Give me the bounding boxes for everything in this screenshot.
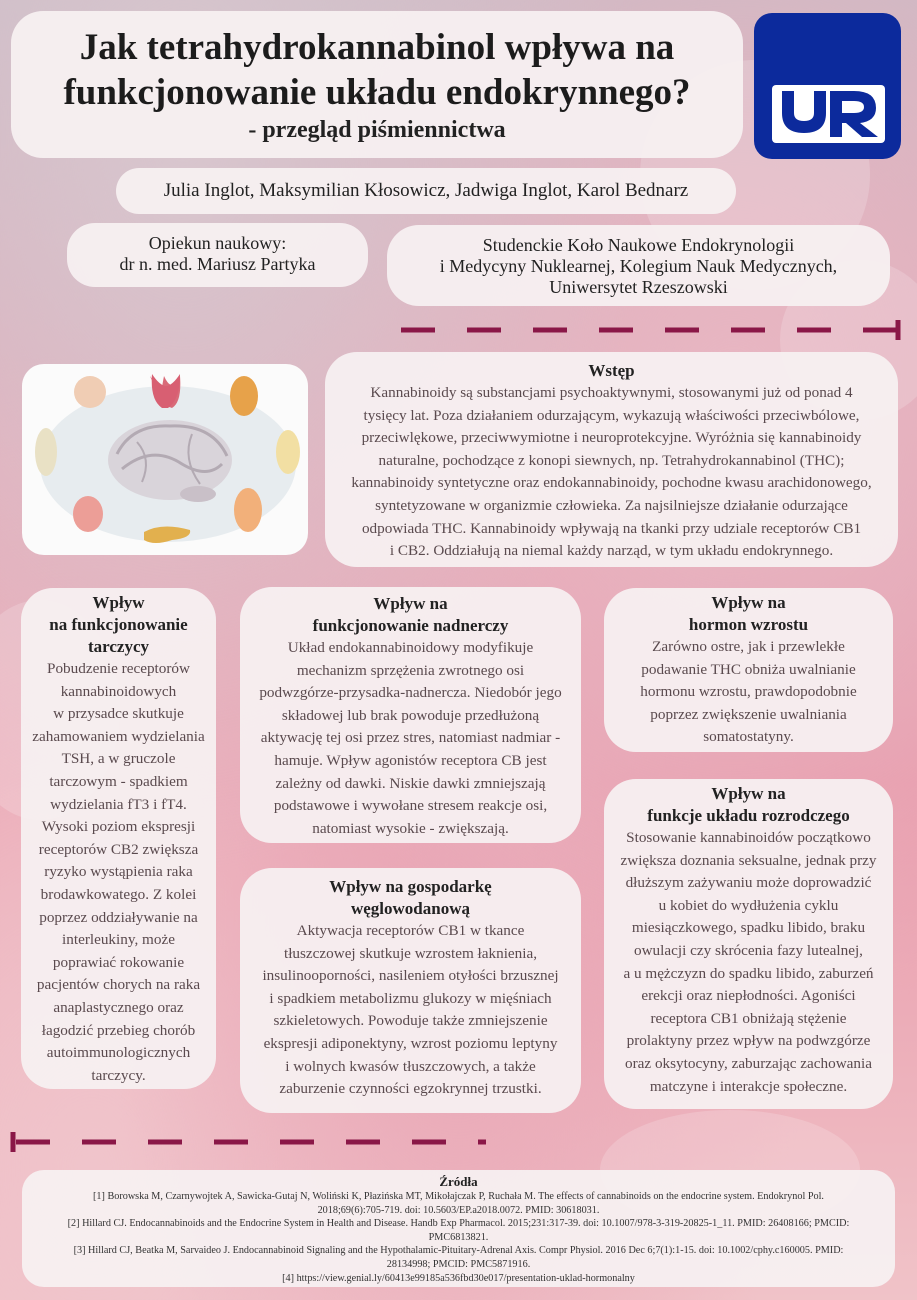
title-panel <box>11 11 743 158</box>
sources-heading: Źródła <box>439 1174 478 1189</box>
source-link[interactable]: [4] https://view.genial.ly/60413e99185a536fbd30e017/presentation-uklad-hormonalny <box>282 1272 635 1284</box>
supervisor-panel <box>67 223 368 287</box>
carbohydrate-section <box>240 868 581 1113</box>
adrenal-text: Układ endokannabinoidowy modyfikuje mechanizm sprzężenia zwrotnego osi podwzgórze-przysadka-nadnercza. Niedobór jego składowej lub brak powoduje przedłużoną aktywację tej osi przez stres, natomiast nadmiar - hamuje. Wpływ agonistów receptora CB jest zależny od dawki. Niskie dawki zmniejszają podstawowe i wywołane stresem reakcje osi, natomiast wysokie - zwiększają. <box>259 639 562 837</box>
university-logo <box>754 13 901 159</box>
divider-bottom <box>10 1132 490 1152</box>
carbohydrate-text: Aktywacja receptorów CB1 w tkance tłuszczowej skutkuje wzrostem łaknienia, insulinooporności, nasileniem otyłości brzusznej i spadkiem metabolizmu glukozy w mięśniach szkieletowych. Powoduje także zmniejszenie ekspresji adiponektyny, wzrost poziomu leptyny i wolnych kwasów tłuszczowych, a także zaburzenie czynności egzokrynnej trzustki. <box>262 922 559 1098</box>
source-item: [3] Hillard CJ, Beatka M, Sarvaideo J. Endocannabinoid Signaling and the Hypothalamic-Pituitary-Adrenal Axis. Compr Physiol. 2016 Dec 6;7(1):1-15. doi: 10.1002/cphy.c160005. PMID: 28134998; PMCID: PMC5871916. <box>73 1245 844 1270</box>
reproductive-section <box>604 779 893 1109</box>
thyroid-heading: Wpływ na funkcjonowanie tarczycy <box>49 593 188 656</box>
adrenal-icon <box>276 430 300 474</box>
thyroid-section <box>21 588 216 1089</box>
gallbladder-icon <box>230 376 258 416</box>
divider-top <box>395 320 907 340</box>
pineal-gland-icon <box>74 376 106 408</box>
reproductive-heading: Wpływ na funkcje układu rozrodczego <box>647 784 850 825</box>
carbohydrate-heading: Wpływ na gospodarkę węglowodanową <box>329 877 492 918</box>
intro-text: Kannabinoidy są substancjami psychoaktywnymi, stosowanymi już od ponad 4 tysięcy lat. Poza działaniem odurzającym, wykazują właściwości przeciwbólowe, przeciwlękowe, przeciwwymiotne i neuroprotekcyjne. Wyróżnia się kannabinoidy naturalne, pochodzące z konopi siewnych, np. Tetrahydrokannabinol (THC); kannabinoidy syntetyczne oraz endokannabinoidy, pochodne kwasu arachidonowego, syntetyzowane w organizmie człowieka. Za najsilniejsze działanie odurzające odpowiada THC. Kannabinoidy wpływają na tkanki przy udziale receptorów CB1 i CB2. Oddziałują na niemal każdy narząd, w tym układu endokrynnego. <box>351 384 872 560</box>
organs-illustration <box>22 364 308 555</box>
thyroid-text: Pobudzenie receptorów kannabinoidowych w przysadce skutkuje zahamowaniem wydzielania TSH, a w gruczole tarczowym - spadkiem wydzielania fT3 i fT4. Wysoki poziom ekspresji receptorów CB2 zwiększa ryzyko wystąpienia raka brodawkowatego. Z kolei poprzez oddziaływanie na interleukiny, może poprawiać rokowanie pacjentów chorych na raka anaplastycznego oraz łagodzić przebieg chorób autoimmunologicznych tarczycy. <box>32 660 205 1084</box>
poster-subtitle: - przegląd piśmiennictwa <box>248 117 506 143</box>
club-text: Studenckie Koło Naukowe Endokrynologii i Medycyny Nuklearnej, Kolegium Nauk Medycznych, Uniwersytet Rzeszowski <box>439 235 838 297</box>
intro-heading: Wstęp <box>588 361 635 380</box>
intro-section <box>325 352 898 567</box>
authors-panel <box>116 168 736 214</box>
supervisor-text: Opiekun naukowy: dr n. med. Mariusz Partyka <box>119 233 316 274</box>
authors-text: Julia Inglot, Maksymilian Kłosowicz, Jadwiga Inglot, Karol Bednarz <box>163 180 689 201</box>
growth-hormone-text: Zarówno ostre, jak i przewlekłe podawanie THC obniża uwalnianie hormonu wzrostu, prawdopodobnie poprzez zwiększenie uwalniania somatostatyny. <box>640 638 857 746</box>
kidney-icon <box>35 428 57 476</box>
reproductive-text: Stosowanie kannabinoidów początkowo zwiększa doznania seksualne, jednak przy dłuższym zażywaniu może doprowadzić u kobiet do wydłużenia cyklu miesiączkowego, spadku libido, braku owulacji czy skrócenia fazy lutealnej, a u mężczyzn do spadku libido, zaburzeń erekcji oraz niepłodności. Agoniści receptora CB1 obniżają stężenie prolaktyny przez wpływ na podwzgórze oraz oksytocyny, zaburzając zachowania matczyne i interakcje społeczne. <box>620 829 877 1095</box>
growth-hormone-heading: Wpływ na hormon wzrostu <box>688 593 809 634</box>
ur-logo-icon <box>754 13 901 159</box>
sources-section <box>22 1170 895 1287</box>
growth-hormone-section <box>604 588 893 752</box>
source-item: [1] Borowska M, Czarnywojtek A, Sawicka-Gutaj N, Woliński K, Płazińska MT, Mikołajczak P, Ruchała M. The effects of cannabinoids on the endocrine system. Endokrynol Pol. 2018;69(6):705-719. doi: 10.5603/EP.a2018.0072. PMID: 30618031. <box>93 1191 824 1216</box>
testis-icon <box>234 488 262 532</box>
adrenal-section <box>240 587 581 843</box>
source-item: [2] Hillard CJ. Endocannabinoids and the Endocrine System in Health and Disease. Handb Exp Pharmacol. 2015;231:317-39. doi: 10.1007/978-3-319-20825-1_11. PMID: 26408166; PMCID: PMC6813821. <box>67 1218 850 1243</box>
poster-title: Jak tetrahydrokannabinol wpływa na funkcjonowanie układu endokrynnego? <box>63 27 691 113</box>
ovary-icon <box>73 496 103 532</box>
club-panel <box>387 225 890 306</box>
adrenal-heading: Wpływ na funkcjonowanie nadnerczy <box>312 594 509 635</box>
